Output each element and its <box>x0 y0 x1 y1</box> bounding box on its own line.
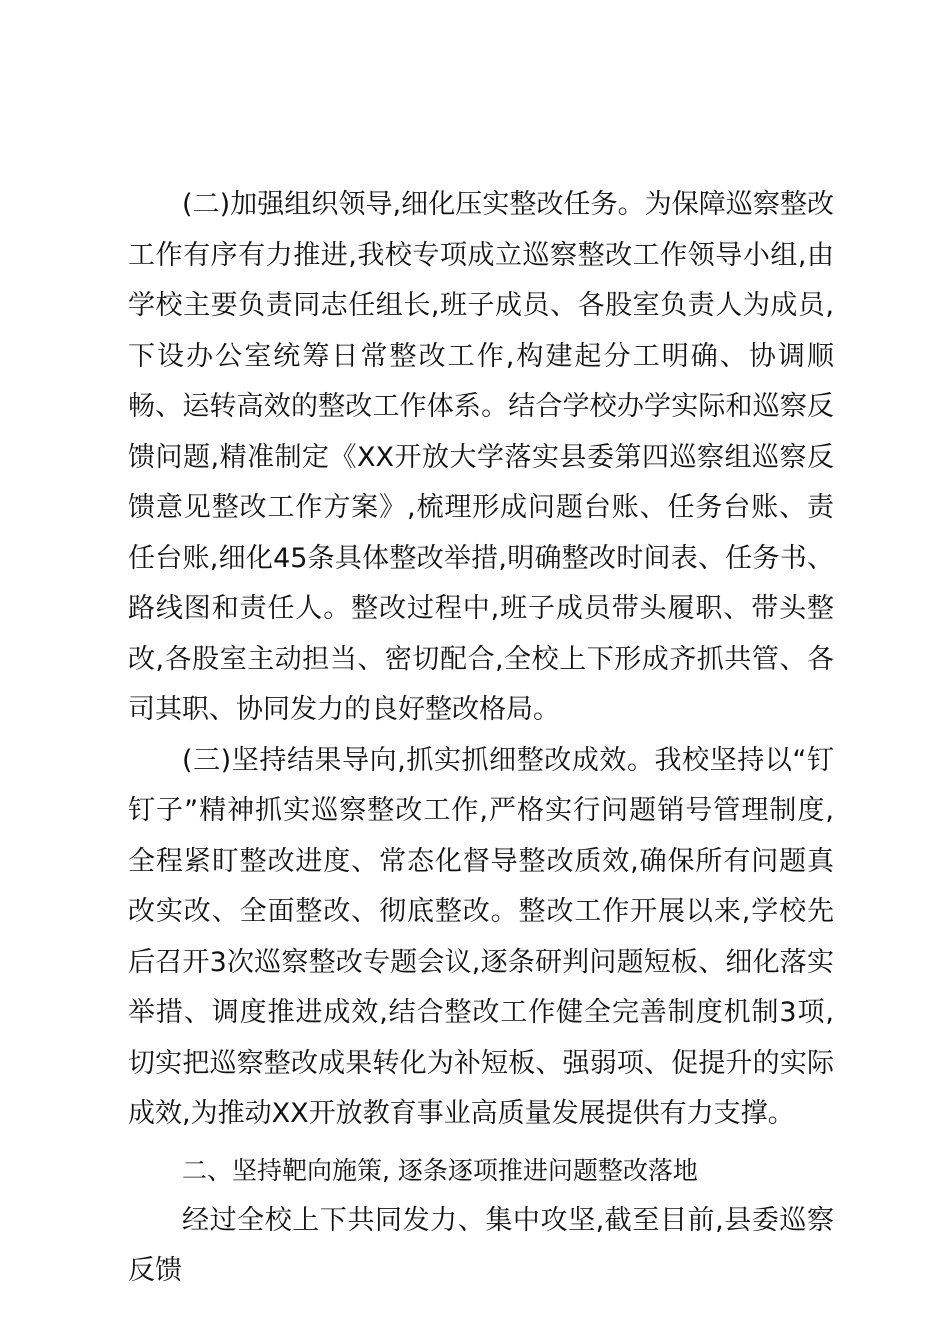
paragraph-closing: 经过全校上下共同发力、集中攻坚,截至目前,县委巡察反馈 <box>128 1204 834 1286</box>
paragraph-results: (三)坚持结果导向,抓实抓细整改成效。我校坚持以“钉钉子”精神抓实巡察整改工作,严格实行问题销号管理制度,全程紧盯整改进度、常态化督导整改质效,确保所有问题真改实改、全面整改、彻底整改。整改工作开展以来,学校先后召开3次巡察整改专题会议,逐条研判问题短板、细化落实举措、调度推进成效,结合整改工作健全完善制度机制3项,切实把巡察整改成果转化为补短板、强弱项、促提升的实际成效,为推动XX开放教育事业高质量发展提供有力支撑。 <box>128 744 834 1129</box>
section-heading: 二、坚持靶向施策, 逐条逐项推进问题整改落地 <box>182 1155 698 1185</box>
paragraph-organization: (二)加强组织领导,细化压实整改任务。为保障巡察整改工作有序有力推进,我校专项成立巡察整改工作领导小组,由学校主要负责同志任组长,班子成员、各股室负责人为成员,下设办公室统筹日常整改工作,构建起分工明确、协调顺畅、运转高效的整改工作体系。结合学校办学实际和巡察反馈问题,精准制定《XX开放大学落实县委第四巡察组巡察反馈意见整改工作方案》,梳理形成问题台账、任务台账、责任台账,细化45条具体整改举措,明确整改时间表、任务书、路线图和责任人。整改过程中,班子成员带头履职、带头整改,各股室主动担当、密切配合,全校上下形成齐抓共管、各司其职、协同发力的良好整改格局。 <box>128 189 834 725</box>
document-body <box>128 180 834 1297</box>
